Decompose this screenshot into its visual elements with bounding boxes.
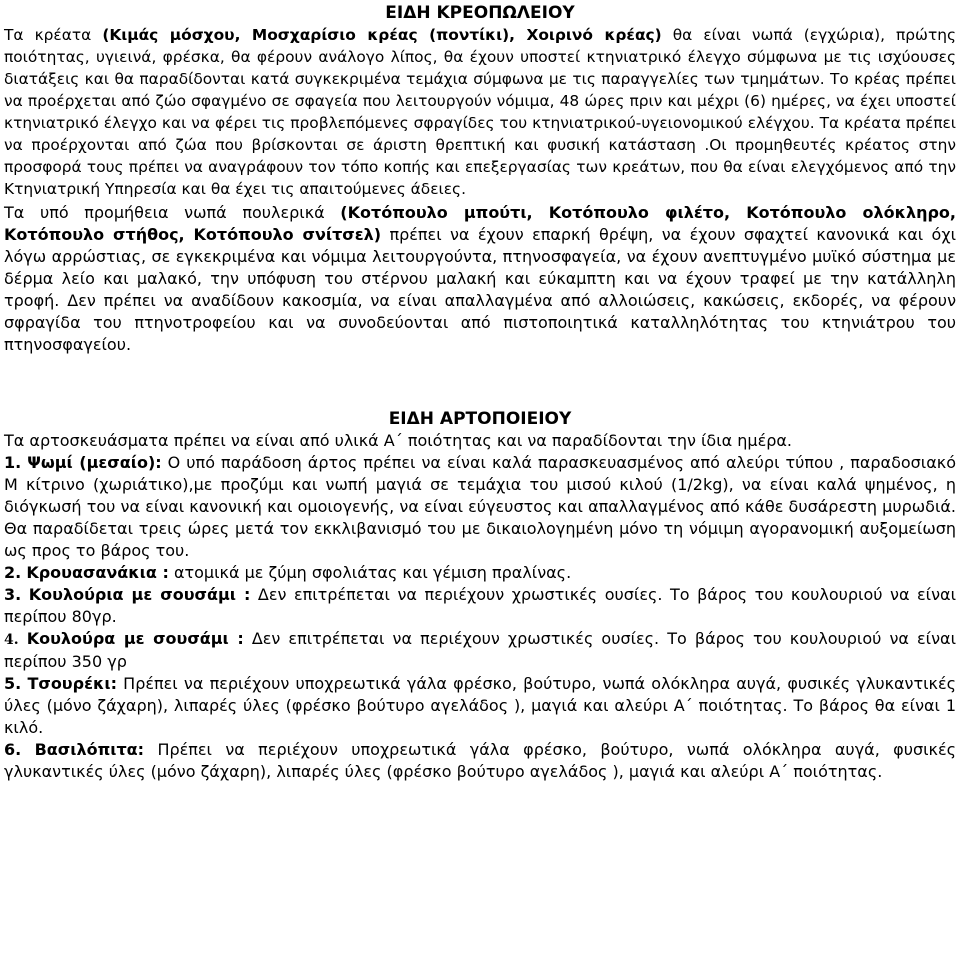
- bakery-item: [4, 673, 956, 739]
- item-text: Δεν επιτρέπεται να περιέχουν χρωστικές ουσίες. Το βάρος του κουλουριού να είναι περίπου 80γρ.: [4, 585, 956, 626]
- item-text: Πρέπει να περιέχουν υποχρεωτικά γάλα φρέσκο, βούτυρο, νωπά ολόκληρα αυγά, φυσικές γλυκαντικές ύλες (μόνο ζάχαρη), λιπαρές ύλες (φρέσκο βούτυρο αγελάδος ), μαγιά και αλεύρι Α΄ ποιότητας.: [4, 740, 956, 781]
- bakery-item: [4, 628, 956, 673]
- document-page: [0, 2, 960, 966]
- paragraph-meat-rest: θα είναι νωπά (εγχώρια), πρώτης ποιότητας, υγιεινά, φρέσκα, θα φέρουν ανάλογο λίπος, θα έχουν υποστεί κτηνιατρικό έλεγχο σύμφωνα με τις ισχύουσες διατάξεις και θα παραδίδονται κατά συγκεκριμένα τεμάχια σύμφωνα με τις παραγγελίες των τμημάτων. Το κρέας πρέπει να προέρχεται από ζώο σφαγμένο σε σφαγεία που λειτουργούν νόμιμα, 48 ώρες πριν και μέχρι (6) ημέρες, να έχει υποστεί κτηνιατρικό έλεγχο και να φέρει τις προβλεπόμενες σφραγίδες του κτηνιατρικού-υγειονομικού ελέγχου. Τα κρέατα πρέπει να προέρχονται από ζώα που βρίσκονται σε άριστη θρεπτική και φυσική κατάσταση .Οι προμηθευτές κρέατος στην προσφορά τους πρέπει να αναγράφουν τον τόπο κοπής και επεξεργασίας των κρεάτων, που θα είναι ελεγχόμενος από την Κτηνιατρική Υπηρεσία και θα έχει τις απαιτούμενες άδειες.: [4, 26, 957, 198]
- paragraph-poultry-bold: (Κοτόπουλο μπούτι, Κοτόπουλο φιλέτο, Κοτόπουλο ολόκληρο, Κοτόπουλο στήθος, Κοτόπουλο σνίτσελ): [4, 203, 956, 244]
- item-number: 1.: [4, 453, 22, 472]
- item-number: 4.: [4, 632, 19, 648]
- item-name: Βασιλόπιτα:: [34, 740, 145, 759]
- item-name: Κουλούρια με σουσάμι :: [28, 585, 251, 604]
- paragraph-meat: [4, 24, 956, 200]
- bakery-item: [4, 452, 956, 562]
- bakery-item: [4, 562, 956, 584]
- bakery-item: [4, 739, 956, 783]
- item-text: Πρέπει να περιέχουν υποχρεωτικά γάλα φρέσκο, βούτυρο, νωπά ολόκληρα αυγά, φυσικές γλυκαντικές ύλες (μόνο ζάχαρη), λιπαρές ύλες (φρέσκο βούτυρο αγελάδος ), μαγιά και αλεύρι Α΄ ποιότητας. Το βάρος θα είναι 1 κιλό.: [4, 674, 957, 737]
- item-text: Ο υπό παράδοση άρτος πρέπει να είναι καλά παρασκευασμένος από αλεύρι τύπου , παραδοσιακό Μ κίτρινο (χωριάτικο),με προζύμι και νωπή μαγιά σε τεμάχια του μισού κιλού (1/2kg), να είναι καλά ψημένος, η διόγκωσή του να είναι κανονική και ομοιογενής, να είναι εύγευστος και απαλλαγμένος από κάθε δυσάρεστη μυρωδιά. Θα παραδίδεται τρεις ώρες μετά τον εκκλιβανισμό του με δικαιολογημένη μόνο τη νόμιμη αγορανομική αυξομείωση ως προς το βάρος του.: [4, 453, 956, 560]
- item-name: Τσουρέκι:: [27, 674, 117, 693]
- item-number: 3.: [4, 585, 22, 604]
- paragraph-meat-intro: Τα κρέατα: [4, 26, 103, 44]
- bakery-intro: Τα αρτοσκευάσματα πρέπει να είναι από υλικά Α΄ ποιότητας και να παραδίδονται την ίδια ημέρα.: [4, 431, 792, 450]
- paragraph-poultry-intro: Τα υπό προμήθεια νωπά πουλερικά: [4, 203, 341, 222]
- paragraph-poultry-rest: πρέπει να έχουν επαρκή θρέψη, να έχουν σφαχτεί κανονικά και όχι λόγω αρρώστιας, σε εγκεκριμένα και νόμιμα λειτουργούντα, πτηνοσφαγεία, να έχουν ανεπτυγμένο μυϊκό σύστημα με δέρμα λείο και μαλακό, την υπόφυση του στέρνου μαλακή και εύκαμπτη και να έχουν τραφεί με την κατάλληλη τροφή. Δεν πρέπει να αναδίδουν κακοσμία, να είναι απαλλαγμένα από αλλοιώσεις, κακώσεις, εκδορές, να φέρουν σφραγίδα του πτηνοτροφείου και να συνοδεύονται από πιστοποιητικά καταλληλότητας του κτηνιάτρου του πτηνοσφαγείου.: [4, 225, 956, 354]
- item-number: 5.: [4, 674, 22, 693]
- item-number: 6.: [4, 740, 22, 759]
- section-title-butcher: ΕΙΔΗ ΚΡΕΟΠΩΛΕΙΟΥ: [385, 3, 575, 23]
- section-title-bakery: ΕΙΔΗ ΑΡΤΟΠΟΙΕΙΟΥ: [388, 409, 572, 429]
- item-number: 2.: [4, 563, 22, 582]
- item-text: Δεν επιτρέπεται να περιέχουν χρωστικές ουσίες. Το βάρος του κουλουριού να είναι περίπου 350 γρ: [4, 629, 956, 671]
- paragraph-poultry: [4, 202, 956, 356]
- bakery-item: [4, 584, 956, 628]
- item-text: ατομικά με ζύμη σφολιάτας και γέμιση πραλίνας.: [168, 563, 572, 582]
- item-name: Ψωμί (μεσαίο):: [27, 453, 162, 472]
- section-spacer: [4, 356, 956, 406]
- item-name: Κουλούρα με σουσάμι :: [26, 629, 244, 648]
- paragraph-meat-bold: (Κιμάς μόσχου, Μοσχαρίσιο κρέας (ποντίκι), Χοιρινό κρέας): [102, 26, 662, 44]
- item-name: Κρουασανάκια :: [26, 563, 169, 582]
